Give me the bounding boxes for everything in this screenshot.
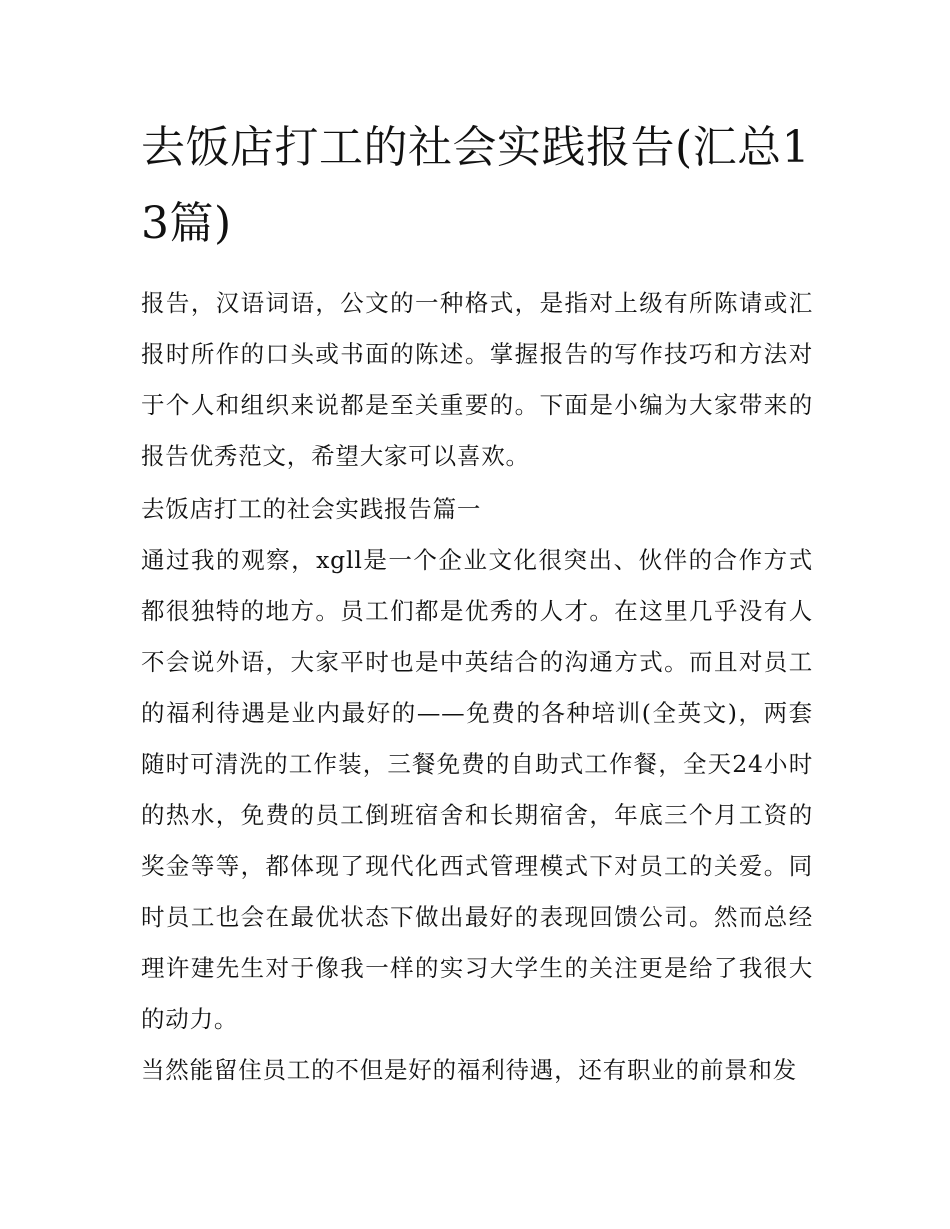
body-paragraph-1: 通过我的观察，xgll是一个企业文化很突出、伙伴的合作方式都很独特的地方。员工们都是优秀的人才。在这里几乎没有人不会说外语，大家平时也是中英结合的沟通方式。而且对员工的福利待遇是业内最好的——免费的各种培训(全英文)，两套随时可清洗的工作装，三餐免费的自助式工作餐，全天24小时的热水，免费的员工倒班宿舍和长期宿舍，年底三个月工资的奖金等等，都体现了现代化西式管理模式下对员工的关爱。同时员工也会在最优状态下做出最好的表现回馈公司。然而总经理许建先生对于像我一样的实习大学生的关注更是给了我很大的动力。	[141, 546, 813, 1033]
intro-paragraph: 报告，汉语词语，公文的一种格式，是指对上级有所陈请或汇报时所作的口头或书面的陈述。掌握报告的写作技巧和方法对于个人和组织来说都是至关重要的。下面是小编为大家带来的报告优秀范文，希望大家可以喜欢。	[141, 289, 813, 470]
section-heading: 去饭店打工的社会实践报告篇一	[141, 495, 482, 523]
document-body	[141, 110, 813, 1096]
document-title: 去饭店打工的社会实践报告(汇总13篇)	[141, 122, 811, 249]
body-paragraph-2: 当然能留住员工的不但是好的福利待遇，还有职业的前景和发	[141, 1056, 798, 1084]
